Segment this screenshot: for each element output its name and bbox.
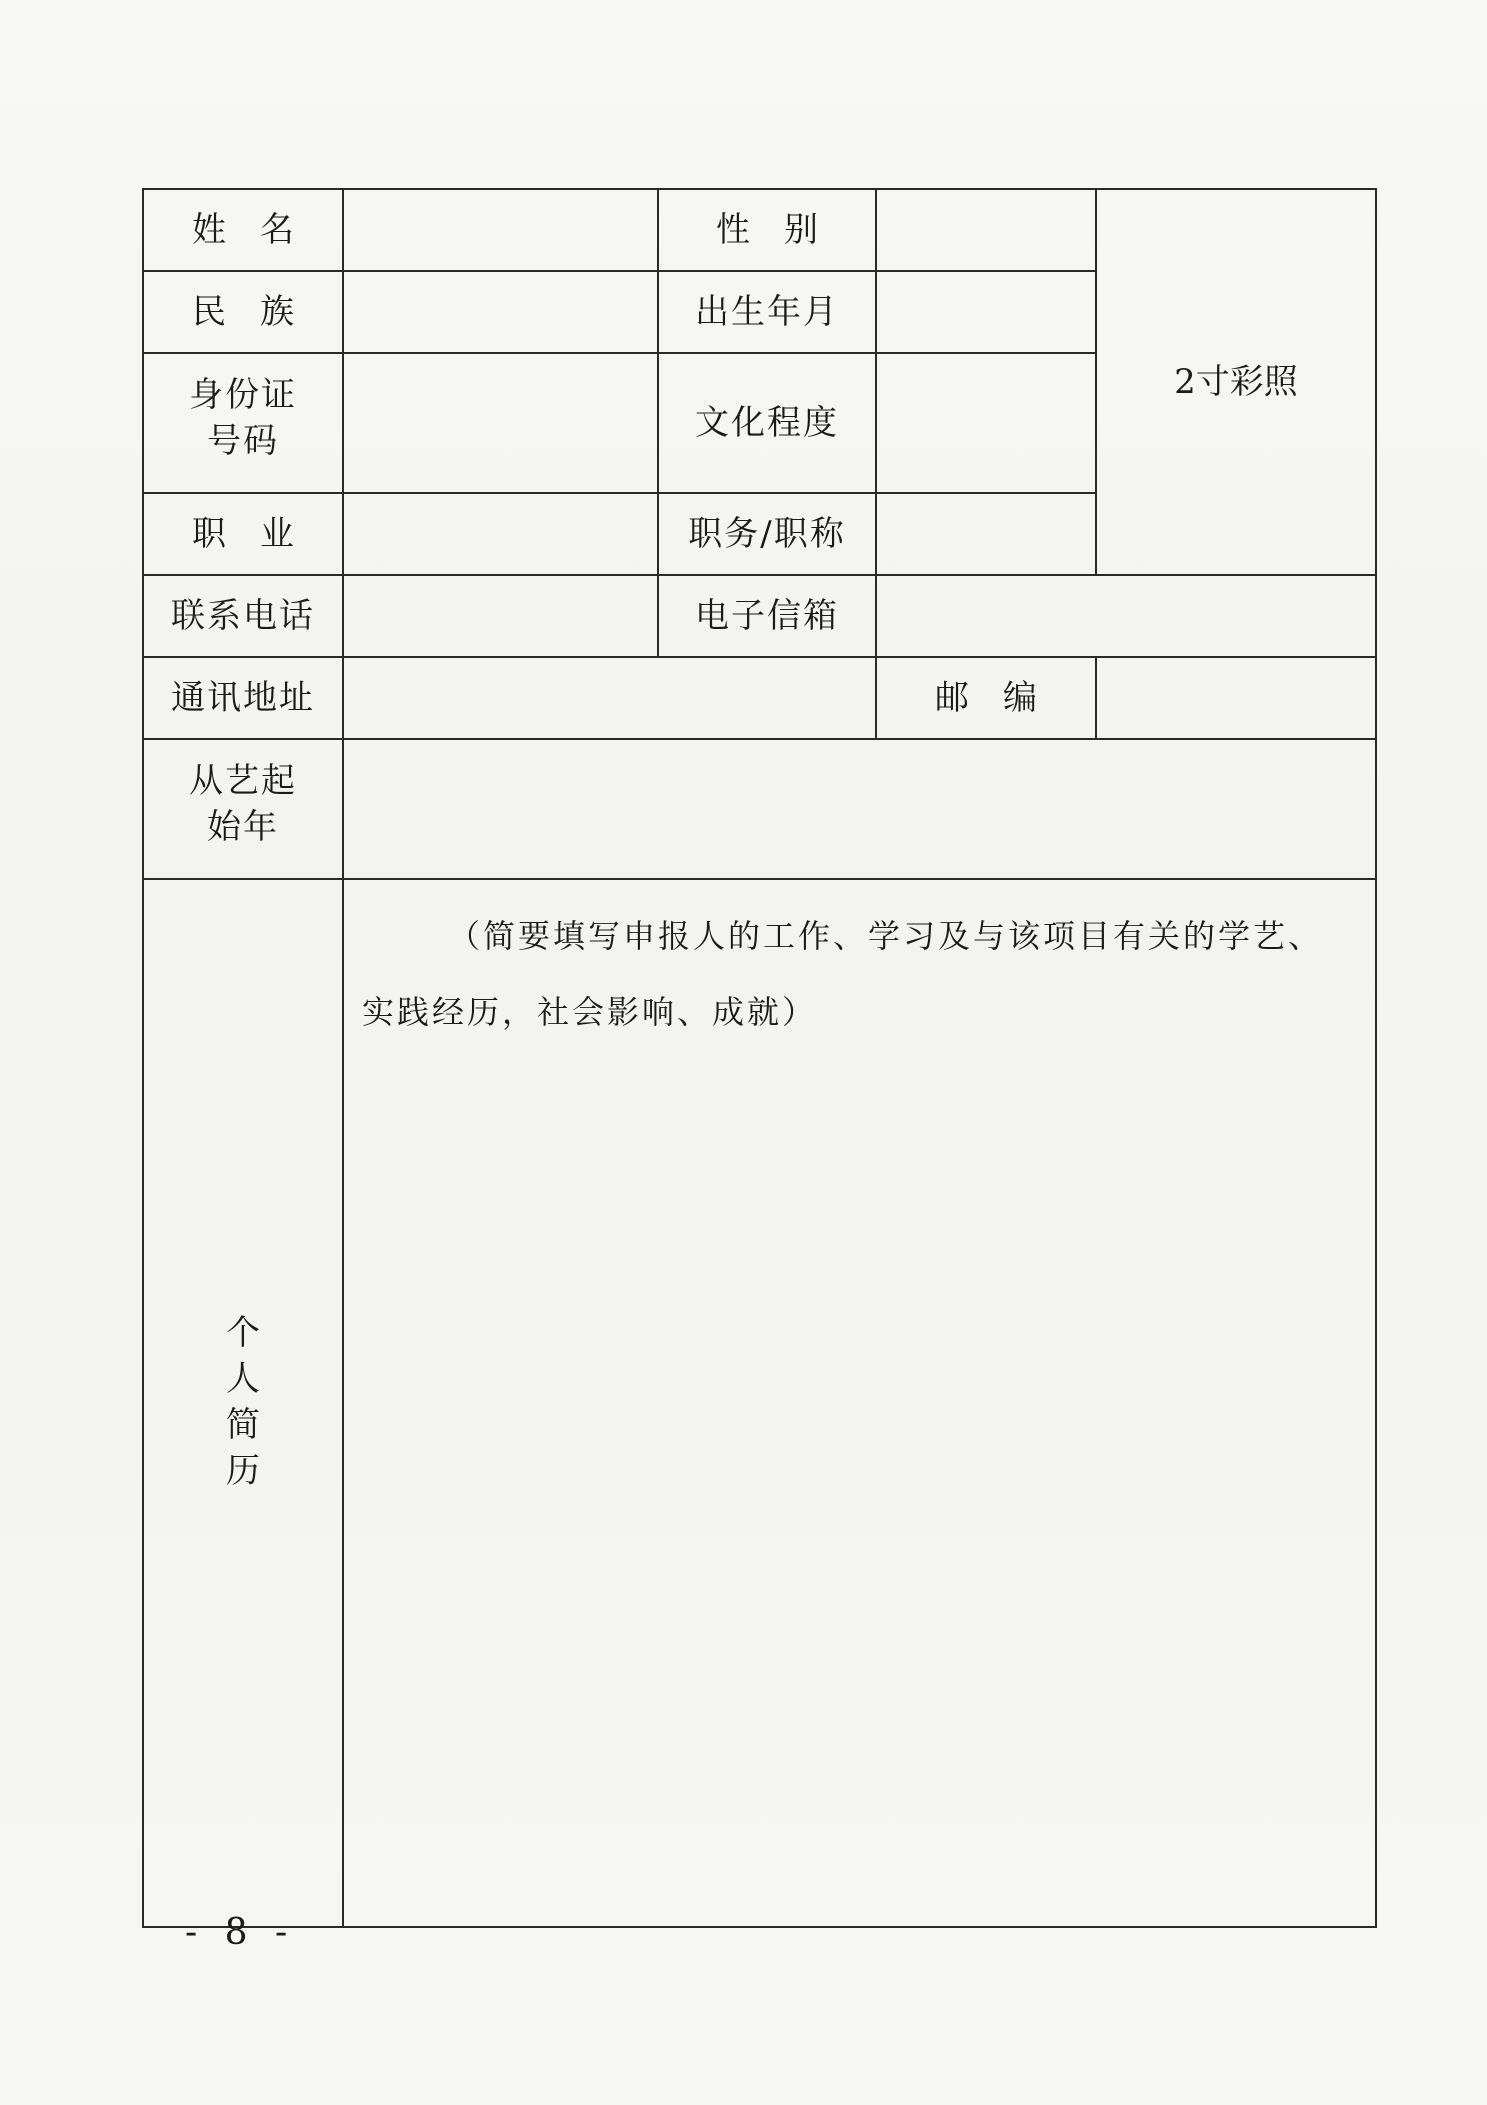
start-year-field[interactable] [343,739,1376,879]
application-form-table [142,188,1377,1928]
occupation-field[interactable] [343,493,658,575]
occupation-label: 职业 [143,493,343,575]
education-field[interactable] [876,353,1096,493]
photo-placeholder[interactable]: 2寸彩照 [1096,189,1376,575]
email-field[interactable] [876,575,1376,657]
resume-field[interactable] [343,879,1376,1927]
id-number-field[interactable] [343,353,658,493]
id-number-label-text: 身份证号码 [189,375,297,461]
row-address [143,657,1376,739]
name-field[interactable] [343,189,658,271]
postcode-field[interactable] [1096,657,1376,739]
resume-label-cell [143,879,343,1927]
start-year-label [143,739,343,879]
name-label: 姓名 [143,189,343,271]
row-start-year [143,739,1376,879]
row-phone [143,575,1376,657]
id-number-label [143,353,343,493]
email-label: 电子信箱 [658,575,876,657]
job-title-label: 职务/职称 [658,493,876,575]
education-label: 文化程度 [658,353,876,493]
page-number: - 8 - [185,1912,296,1953]
address-field[interactable] [343,657,876,739]
gender-field[interactable] [876,189,1096,271]
phone-field[interactable] [343,575,658,657]
job-title-field[interactable] [876,493,1096,575]
ethnicity-field[interactable] [343,271,658,353]
row-name [143,189,1376,271]
postcode-label: 邮编 [876,657,1096,739]
resume-instruction: （简要填写申报人的工作、学习及与该项目有关的学艺、实践经历，社会影响、成就） [362,917,1324,1031]
gender-label: 性别 [658,189,876,271]
phone-label: 联系电话 [143,575,343,657]
start-year-label-text: 从艺起始年 [189,761,297,847]
row-resume [143,879,1376,1927]
birth-date-field[interactable] [876,271,1096,353]
address-label: 通讯地址 [143,657,343,739]
birth-date-label: 出生年月 [658,271,876,353]
resume-label: 个人简历 [226,1312,260,1491]
ethnicity-label: 民族 [143,271,343,353]
